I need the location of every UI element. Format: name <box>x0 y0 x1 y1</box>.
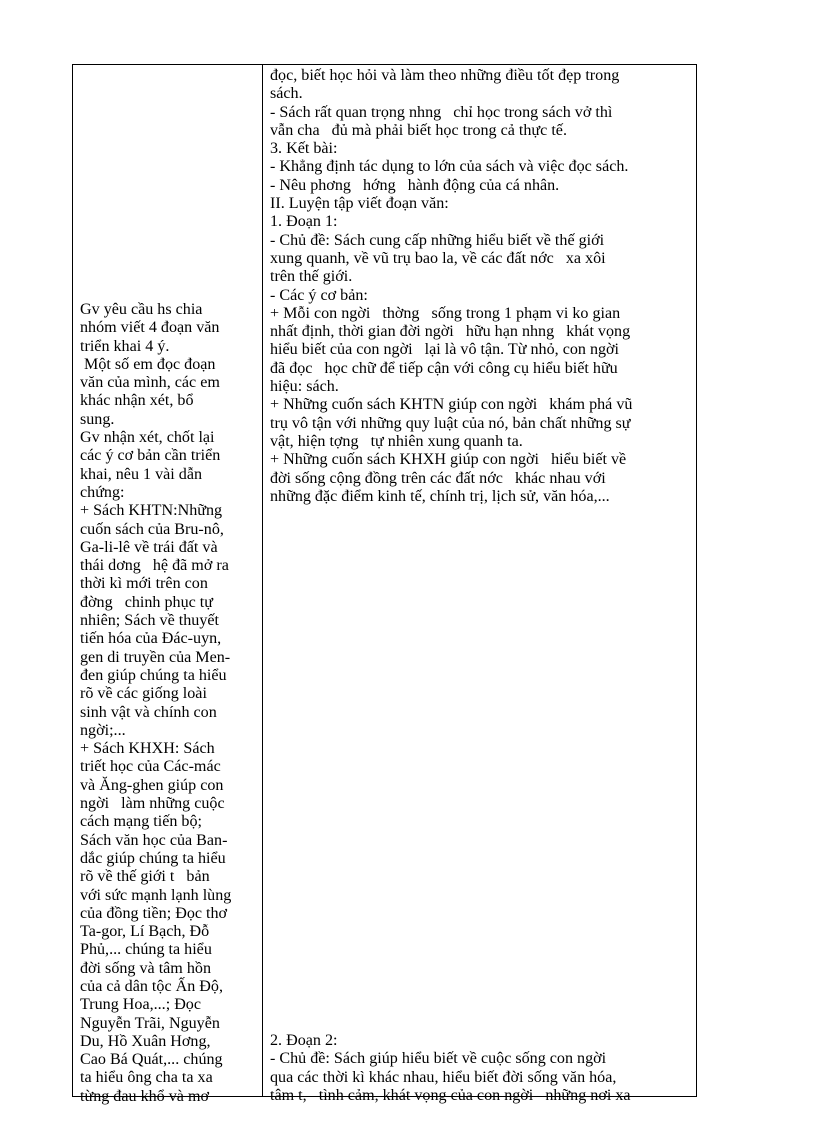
lesson-table <box>72 64 697 1105</box>
text-line: Trung Hoa,...; Đọc <box>80 996 202 1014</box>
text-line: và Ăng-ghen giúp con <box>80 776 224 794</box>
teacher-activity-column <box>73 65 263 1105</box>
text-line: đọc, biết học hỏi và làm theo những điều tốt đẹp trong <box>270 67 620 84</box>
text-line: xung quanh, về vũ trụ bao la, về các đất nớc xa xôi <box>270 249 606 267</box>
text-line: rõ về các giống loài <box>80 685 207 703</box>
text-line: ngời;... <box>80 721 126 739</box>
text-line: nhóm viết 4 đoạn văn <box>80 319 220 337</box>
text-line: đờng chinh phục tự <box>80 593 214 611</box>
text-line: đen giúp chúng ta hiểu <box>80 666 227 684</box>
text-line: của đồng tiền; Đọc thơ <box>80 904 228 922</box>
section-heading: 2. Đoạn 2: <box>270 1032 338 1050</box>
text-line: Một số em đọc đoạn <box>80 355 216 373</box>
text-line: khai, nêu 1 vài dẫn <box>80 465 203 483</box>
text-line: tâm t, tình cảm, khát vọng của con ngời những nơi xa <box>270 1087 631 1105</box>
text-line: - Khẳng định tác dụng to lớn của sách và việc đọc sách. <box>270 158 629 176</box>
text-line: sinh vật và chính con <box>80 703 217 721</box>
text-line: gen di truyền của Men- <box>80 648 231 666</box>
blank-space <box>270 506 692 1032</box>
text-line: hiểu biết của con ngời lại là vô tận. Từ nhỏ, con ngời <box>270 341 620 359</box>
text-line: trên thế giới. <box>270 268 353 286</box>
text-line: sách. <box>270 85 303 103</box>
text-line: triển khai 4 ý. <box>80 337 170 355</box>
text-line: ngời làm những cuộc <box>80 795 225 813</box>
text-line: dắc giúp chúng ta hiểu <box>80 849 226 867</box>
text-line: - Nêu phơng hớng hành động của cá nhân. <box>270 176 560 194</box>
text-line: vật, hiện tợng tự nhiên xung quanh ta. <box>270 432 523 450</box>
text-line: Ga-li-lê về trái đất và <box>80 538 218 556</box>
text-line: văn của mình, các em <box>80 374 220 392</box>
text-line: qua các thời kì khác nhau, hiểu biết đời sống văn hóa, <box>270 1068 617 1086</box>
text-line: các ý cơ bản cần triển <box>80 447 221 465</box>
text-line: sung. <box>80 410 115 428</box>
text-line: tiến hóa của Đác-uyn, <box>80 630 222 648</box>
text-line: Du, Hồ Xuân Hơng, <box>80 1032 211 1050</box>
text-line: những đặc điểm kinh tế, chính trị, lịch sử, văn hóa,... <box>270 487 610 505</box>
text-line: cuốn sách của Bru-nô, <box>80 520 224 538</box>
text-line: thái dơng hệ đã mở ra <box>80 557 229 575</box>
text-line: Sách văn học của Ban- <box>80 831 228 849</box>
section-heading: 3. Kết bài: <box>270 140 338 158</box>
text-line: hiệu: sách. <box>270 378 339 396</box>
text-line: - Chủ đề: Sách cung cấp những hiểu biết về thế giới <box>270 231 605 249</box>
text-line: - Các ý cơ bản: <box>270 286 368 304</box>
text-line: rõ về thế giới t bản <box>80 868 210 886</box>
text-line: - Sách rất quan trọng nhng chỉ học trong sách vở thì <box>270 103 613 121</box>
text-line: Gv yêu cầu hs chia <box>80 301 203 318</box>
text-line: với sức mạnh lạnh lùng <box>80 886 232 904</box>
paragraph-2-section <box>270 1032 692 1105</box>
text-line: ta hiểu ông cha ta xa <box>80 1069 213 1087</box>
text-line: đời sống và tâm hồn <box>80 959 211 977</box>
text-line: + Những cuốn sách KHXH giúp con ngời hiểu biết về <box>270 451 627 469</box>
text-line: khác nhận xét, bổ <box>80 392 194 410</box>
text-line: Nguyễn Trãi, Nguyễn <box>80 1014 220 1032</box>
text-line: + Những cuốn sách KHTN giúp con ngời khám phá vũ <box>270 396 633 414</box>
text-line: từng đau khổ và mơ <box>80 1087 209 1105</box>
text-line: nhất định, thời gian đời ngời hữu hạn nhng khát vọng <box>270 323 631 341</box>
text-line: + Mỗi con ngời thờng sống trong 1 phạm vi ko gian <box>270 304 621 322</box>
text-line: của cả dân tộc Ấn Độ, <box>80 977 223 995</box>
text-line: nhiên; Sách về thuyết <box>80 612 219 630</box>
text-line: trụ vô tận với những quy luật của nó, bản chất những sự <box>270 414 631 432</box>
text-line: + Sách KHXH: Sách <box>80 740 215 758</box>
text-line: Cao Bá Quát,... chúng <box>80 1051 223 1069</box>
text-line: + Sách KHTN:Những <box>80 502 223 520</box>
text-line: Ta-gor, Lí Bạch, Đỗ <box>80 923 210 941</box>
text-line: triết học của Các-mác <box>80 758 221 776</box>
text-line: Gv nhận xét, chốt lại <box>80 429 215 447</box>
text-line: cách mạng tiến bộ; <box>80 813 202 831</box>
text-line: vẫn cha đủ mà phải biết học trong cả thực tế. <box>270 121 567 139</box>
text-line: Phủ,... chúng ta hiểu <box>80 941 212 959</box>
section-heading: 1. Đoạn 1: <box>270 213 338 231</box>
text-line: chứng: <box>80 483 125 501</box>
section-heading: II. Luyện tập viết đoạn văn: <box>270 195 449 213</box>
text-line: thời kì mới trên con <box>80 575 208 593</box>
text-line: - Chủ đề: Sách giúp hiểu biết về cuộc sống con ngời <box>270 1050 607 1068</box>
paragraph-1-section <box>270 67 692 506</box>
text-line: đã đọc học chữ để tiếp cận với công cụ hiểu biết hữu <box>270 359 618 377</box>
text-line: đời sống cộng đồng trên các đất nớc khác nhau với <box>270 469 606 487</box>
lesson-content-column <box>263 65 696 1105</box>
